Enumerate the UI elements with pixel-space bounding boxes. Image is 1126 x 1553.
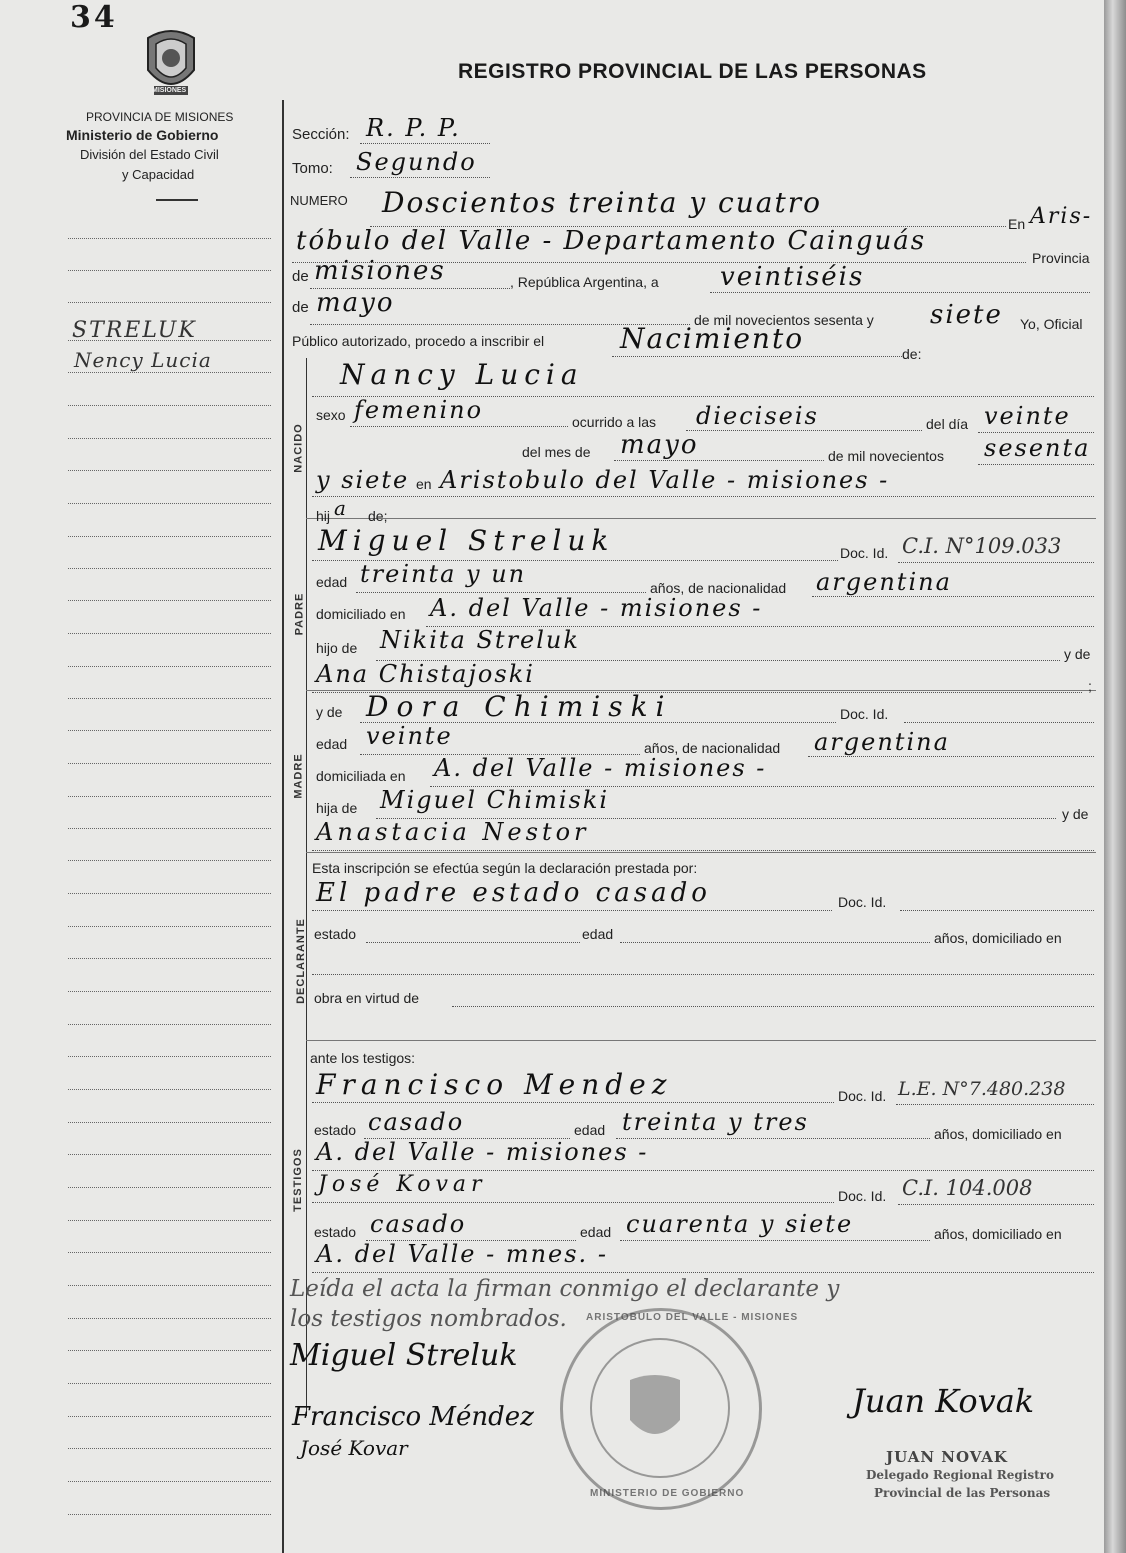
testigo1-doc-label: Doc. Id. <box>838 1088 887 1104</box>
testigo1-edad: treinta y tres <box>622 1108 809 1136</box>
org-ministry: Ministerio de Gobierno <box>66 127 219 143</box>
madre-doc-label: Doc. Id. <box>840 706 889 722</box>
madre-hija-label: hija de <box>316 800 358 816</box>
publico-label: Público autorizado, procedo a inscribir el <box>292 333 545 349</box>
separator-nacido <box>306 518 1096 519</box>
testigos-intro: ante los testigos: <box>310 1050 416 1066</box>
padre-nac-value: argentina <box>816 568 952 596</box>
testigo1-doc: L.E. N°7.480.238 <box>898 1078 1066 1100</box>
numero-label: NUMERO <box>290 193 348 208</box>
oficial-title2: Provincial de las Personas <box>874 1486 1051 1500</box>
testigo1-edad-label: edad <box>574 1122 606 1138</box>
madre-nombre: Dora Chimiski <box>366 690 673 723</box>
republica-label: , República Argentina, a <box>510 274 659 290</box>
closing-line2: los testigos nombrados. <box>290 1306 567 1332</box>
testigo2-edad-label: edad <box>580 1224 612 1240</box>
seal-outer-text: ARISTOBULO DEL VALLE - MISIONES <box>586 1312 799 1323</box>
label-madre: MADRE <box>292 753 305 799</box>
madre-nac-label: años, de nacionalidad <box>644 740 781 756</box>
lugar-en-label: en <box>416 476 432 492</box>
en-label: En <box>1008 216 1026 232</box>
org-division: División del Estado Civil <box>80 147 219 162</box>
mes-label: del mes de <box>522 444 591 460</box>
seal-inner-text: MINISTERIO DE GOBIERNO <box>590 1488 745 1499</box>
label-nacido: NACIDO <box>292 423 305 473</box>
book-edge <box>1104 0 1126 1553</box>
anio-value: siete <box>930 300 1003 330</box>
separator-declarante <box>306 1040 1096 1041</box>
padre-yde-label: y de <box>1064 646 1091 662</box>
tomo-label: Tomo: <box>292 160 333 177</box>
seal-emblem <box>610 1370 700 1450</box>
declarante-nombre: El padre estado casado <box>316 878 711 908</box>
signature-oficial: Juan Kovak <box>852 1382 1035 1420</box>
declarante-intro: Esta inscripción se efectúa según la declaración prestada por: <box>312 860 698 876</box>
label-testigos: TESTIGOS <box>291 1148 304 1212</box>
madre-yde2-label: y de <box>1062 806 1089 822</box>
signature-padre: Miguel Streluk <box>290 1338 518 1373</box>
madre-dom-label: domiciliada en <box>316 768 406 784</box>
org-capacity: y Capacidad <box>122 167 195 182</box>
declarante-obra-label: obra en virtud de <box>314 990 420 1006</box>
org-divider <box>156 199 198 201</box>
register-title: REGISTRO PROVINCIAL DE LAS PERSONAS <box>458 60 927 83</box>
de-label: de <box>292 268 309 285</box>
testigo1-dom: A. del Valle - misiones - <box>316 1138 649 1166</box>
padre-semicolon: ; <box>1088 678 1092 694</box>
testigo2-nombre: José Kovar <box>318 1172 487 1197</box>
madre-hija-value: Miguel Chimiski <box>380 786 610 814</box>
page-number: 34 <box>70 0 118 35</box>
place-value: tóbulo del Valle - Departamento Cainguás <box>296 226 927 256</box>
hij-label: hij <box>316 508 331 524</box>
lugar-value: Aristobulo del Valle - misiones - <box>440 466 890 494</box>
hora-label: ocurrido a las <box>572 414 657 430</box>
padre-nombre: Miguel Streluk <box>318 524 615 557</box>
testigo2-doc-label: Doc. Id. <box>838 1188 887 1204</box>
testigo2-edad: cuarenta y siete <box>626 1210 854 1238</box>
de2-label: de <box>292 299 309 316</box>
margin-given-name: Nency Lucia <box>74 348 212 372</box>
sexo-value: femenino <box>354 396 484 424</box>
en-value: Aris- <box>1030 204 1093 229</box>
anio-label: de mil novecientos <box>828 448 944 464</box>
signature-testigo2: José Kovar <box>300 1436 408 1460</box>
closing-line1: Leída el acta la firman conmigo el declarante y <box>290 1276 840 1302</box>
testigo1-anios-label: años, domiciliado en <box>934 1126 1062 1142</box>
margin-surname: STRELUK <box>72 318 197 343</box>
testigo2-estado-label: estado <box>314 1224 357 1240</box>
padre-edad-value: treinta y un <box>360 560 527 588</box>
de3-label: de: <box>902 346 922 362</box>
declarante-estado-label: estado <box>314 926 357 942</box>
signature-testigo1: Francisco Méndez <box>292 1402 534 1432</box>
testigo2-anios-label: años, domiciliado en <box>934 1226 1062 1242</box>
declarante-anios-label: años, domiciliado en <box>934 930 1062 946</box>
nacido-nombre: Nancy Lucia <box>340 358 584 391</box>
anio-label: de mil novecientos sesenta y <box>694 312 874 328</box>
declarante-edad-label: edad <box>582 926 614 942</box>
oficial-title: Delegado Regional Registro <box>866 1468 1054 1482</box>
madre-madre-value: Anastacia Nestor <box>316 818 590 846</box>
hij-value: a <box>334 496 348 520</box>
label-declarante: DECLARANTE <box>294 918 307 1004</box>
dia-value: veinte <box>984 402 1071 430</box>
testigo1-nombre: Francisco Mendez <box>316 1068 673 1101</box>
padre-hijo-label: hijo de <box>316 640 358 656</box>
madre-yde-label: y de <box>316 704 343 720</box>
acto-value: Nacimiento <box>620 322 805 355</box>
testigo2-estado: casado <box>370 1210 467 1238</box>
testigo1-estado-label: estado <box>314 1122 357 1138</box>
padre-doc-value: C.I. N°109.033 <box>902 534 1062 558</box>
org-province: PROVINCIA DE MISIONES <box>86 110 234 124</box>
separator-madre <box>306 852 1096 853</box>
testigo2-doc: C.I. 104.008 <box>902 1176 1033 1200</box>
padre-hijo-value: Nikita Streluk <box>380 626 580 654</box>
hij-de-label: de; <box>368 508 388 524</box>
padre-nac-label: años, de nacionalidad <box>650 580 787 596</box>
mes-value: mayo <box>316 288 395 318</box>
provincia-label: Provincia <box>1032 250 1090 266</box>
provincia-value: misiones <box>314 256 446 286</box>
hora-value: dieciseis <box>696 402 819 430</box>
seccion-label: Sección: <box>292 126 350 143</box>
seccion-value: R. P. P. <box>366 114 461 142</box>
oficial-name: JUAN NOVAK <box>886 1448 1008 1466</box>
padre-doc-label: Doc. Id. <box>840 545 889 561</box>
mes-value: mayo <box>620 430 699 460</box>
madre-edad-label: edad <box>316 736 348 752</box>
main-column-rule <box>282 100 284 1553</box>
anio-value: sesenta <box>984 434 1091 462</box>
tomo-value: Segundo <box>356 148 477 176</box>
padre-dom-value: A. del Valle - misiones - <box>430 594 763 622</box>
padre-dom-label: domiciliado en <box>316 606 406 622</box>
dia-value: veintiséis <box>720 262 865 292</box>
declarante-doc-label: Doc. Id. <box>838 894 887 910</box>
sexo-label: sexo <box>316 407 346 423</box>
testigo1-estado: casado <box>368 1108 465 1136</box>
dia-label: del día <box>926 416 969 432</box>
anio2-value: y siete <box>316 466 410 494</box>
emblem-text: MISIONES <box>152 87 187 94</box>
madre-edad-value: veinte <box>366 722 453 750</box>
label-padre: PADRE <box>293 592 306 636</box>
oficial-label: Yo, Oficial <box>1020 316 1083 332</box>
padre-edad-label: edad <box>316 574 348 590</box>
numero-value: Doscientos treinta y cuatro <box>382 186 822 219</box>
testigo2-dom: A. del Valle - mnes. - <box>316 1240 608 1268</box>
madre-dom-value: A. del Valle - misiones - <box>434 754 767 782</box>
padre-madre-value: Ana Chistajoski <box>316 660 535 688</box>
section-column-rule <box>306 358 307 1416</box>
madre-nac-value: argentina <box>814 728 950 756</box>
